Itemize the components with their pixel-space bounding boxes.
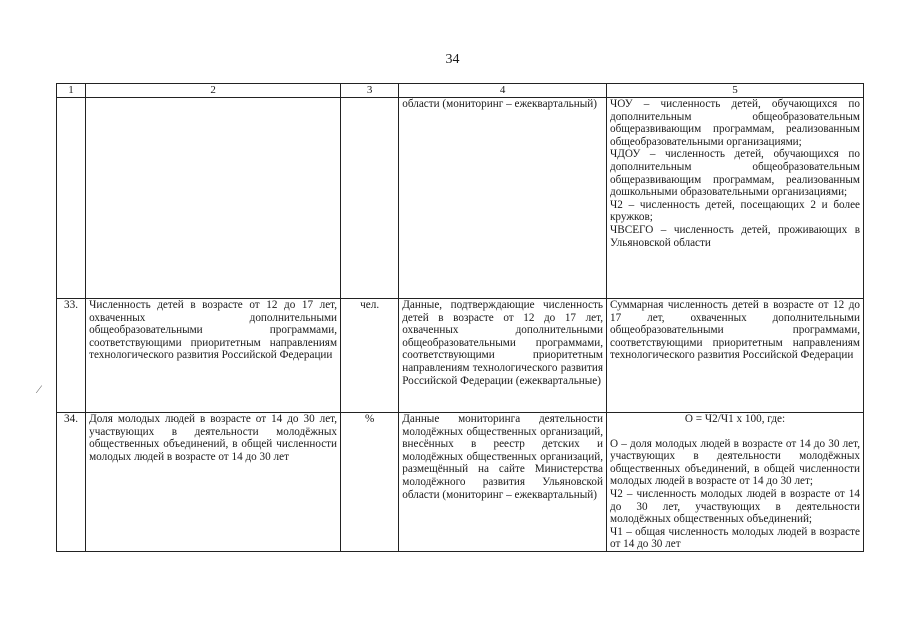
margin-mark: ⁄ — [38, 382, 41, 396]
method-cell — [607, 413, 864, 552]
cont-method-cell — [607, 98, 864, 299]
table-row-continuation — [57, 98, 864, 299]
method-item: ЧВСЕГО – численность детей, проживающих в Ульяновской области — [610, 223, 860, 249]
row-number: 34. — [57, 413, 86, 552]
method-item: Ч2 – численность молодых людей в возрасте от 14 до 30 лет, участвующих в деятельности молодёжных общественных объединений; — [610, 487, 860, 526]
header-col-4: 4 — [399, 84, 607, 98]
cont-source-cell: области (мониторинг – ежеквартальный) — [399, 98, 607, 299]
method-item: ЧОУ – численность детей, обучающихся по дополнительным общеобразовательным общеразвивающим программам, реализованным общеобразовательными организациями; — [610, 98, 860, 148]
header-col-2: 2 — [86, 84, 341, 98]
table-row-34 — [57, 413, 864, 552]
indicator-name: Доля молодых людей в возрасте от 14 до 30 лет, участвующих в деятельности молодёжных общественных объединений, в общей численности молодых людей в возрасте от 14 до 30 лет — [86, 413, 341, 552]
method-item: Ч2 – численность детей, посещающих 2 и более кружков; — [610, 198, 860, 224]
header-col-3: 3 — [341, 84, 399, 98]
unit-cell: чел. — [341, 299, 399, 413]
table-header-row — [57, 84, 864, 98]
indicator-name: Численность детей в возрасте от 12 до 17 лет, охваченных дополнительными общеобразовательными программами, соответствующими приоритетным направлениям технологического развития Российской Федерации — [86, 299, 341, 413]
table-row-33 — [57, 299, 864, 413]
indicator-table — [56, 83, 864, 552]
cont-num-cell — [57, 98, 86, 299]
source-cell: Данные, подтверждающие численность детей в возрасте от 12 до 17 лет, охваченных дополнительными общеобразовательными программами, соответствующими приоритетным направлениям технологического развития Российской Федерации (ежеквартальные) — [399, 299, 607, 413]
unit-cell: % — [341, 413, 399, 552]
method-item: ЧДОУ – численность детей, обучающихся по дополнительным общеобразовательным общеразвивающим программам, реализованным дошкольными образовательными организациями; — [610, 148, 860, 199]
source-cell: Данные мониторинга деятельности молодёжных общественных организаций, внесённых в реестр детских и молодёжных общественных организаций, размещённый на сайте Министерства молодёжного развития Ульяновской области (мониторинг – ежеквартальный) — [399, 413, 607, 552]
cont-name-cell — [86, 98, 341, 299]
header-col-1: 1 — [57, 84, 86, 98]
cont-unit-cell — [341, 98, 399, 299]
header-col-5: 5 — [607, 84, 864, 98]
row-number: 33. — [57, 299, 86, 413]
method-cell: Суммарная численность детей в возрасте от 12 до 17 лет, охваченных дополнительными общеобразовательными программами, соответствующими приоритетным направлениям технологического развития Российской Федерации — [607, 299, 864, 413]
method-item: О – доля молодых людей в возрасте от 14 до 30 лет, участвующих в деятельности молодёжных общественных объединений, в общей численности молодых людей в возрасте от 14 до 30 лет; — [610, 437, 860, 488]
page-number: 34 — [445, 52, 460, 67]
formula: О = Ч2/Ч1 x 100, где: — [684, 413, 786, 425]
method-item: Ч1 – общая численность молодых людей в возрасте от 14 до 30 лет — [610, 525, 860, 551]
